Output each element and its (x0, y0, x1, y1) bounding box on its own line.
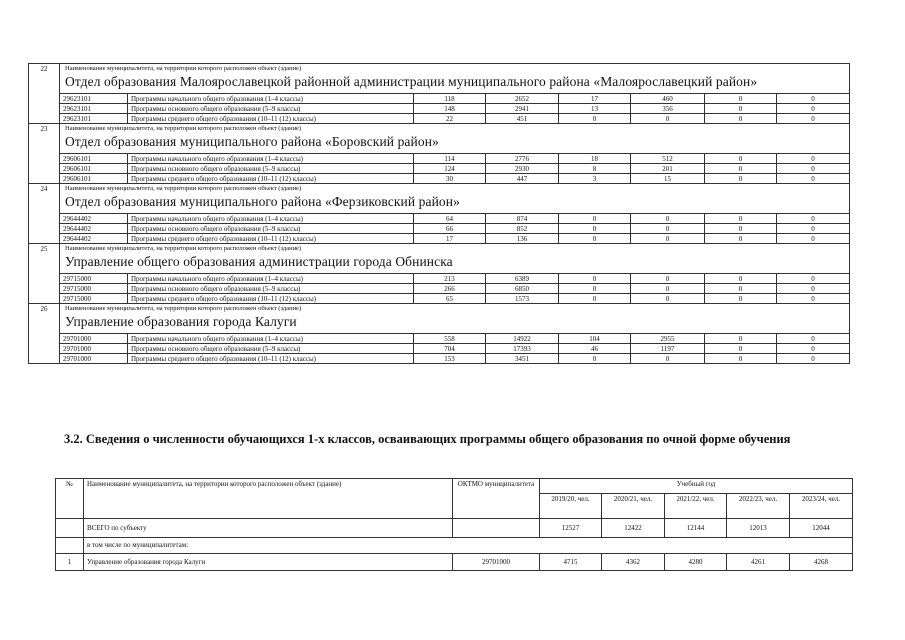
value-cell: 0 (777, 354, 850, 364)
value-cell: 8 (559, 164, 631, 174)
oktmo-code: 29715000 (60, 274, 128, 284)
oktmo-code: 29701000 (60, 344, 128, 354)
value-cell: 0 (705, 344, 777, 354)
value-cell: 0 (631, 284, 705, 294)
district-header-caption: Наименование муниципалитета, на территории которого расположен объект (здание) (65, 65, 302, 72)
value-cell: 0 (705, 224, 777, 234)
district-header-row (29, 124, 850, 154)
table-row (29, 174, 850, 184)
table-row (29, 94, 850, 104)
program-name: Программы начального общего образования (1–4 классы) (128, 274, 414, 284)
program-name: Программы среднего общего образования (10–11 (12) классы) (128, 114, 414, 124)
value-cell: 0 (631, 294, 705, 304)
table-row (29, 104, 850, 114)
district-header-caption: Наименование муниципалитета, на территории которого расположен объект (здание) (65, 185, 302, 192)
table-row (29, 234, 850, 244)
total-value: 12422 (602, 519, 665, 538)
year-header: 2023/24, чел. (790, 494, 853, 519)
value-cell: 0 (705, 334, 777, 344)
value-cell: 0 (705, 214, 777, 224)
year-value: 4268 (790, 554, 853, 571)
program-name: Программы начального общего образования (1–4 классы) (128, 154, 414, 164)
program-name: Программы основного общего образования (5–9 классы) (128, 164, 414, 174)
value-cell: 0 (559, 284, 631, 294)
value-cell: 0 (777, 114, 850, 124)
col-header-municipality: Наименование муниципалитета, на территории которого расположен объект (здание) (84, 479, 453, 519)
district-header (60, 64, 850, 94)
table-row (29, 114, 850, 124)
program-name: Программы начального общего образования (1–4 классы) (128, 214, 414, 224)
value-cell: 0 (705, 104, 777, 114)
value-cell: 1573 (486, 294, 559, 304)
value-cell: 0 (559, 354, 631, 364)
district-header-caption: Наименование муниципалитета, на территории которого расположен объект (здание) (65, 245, 302, 252)
oktmo-code: 29606101 (60, 174, 128, 184)
value-cell: 6850 (486, 284, 559, 294)
value-cell: 852 (486, 224, 559, 234)
value-cell: 0 (559, 234, 631, 244)
value-cell: 0 (631, 214, 705, 224)
program-name: Программы начального общего образования (1–4 классы) (128, 334, 414, 344)
including-label: в том числе по муниципалитетам: (84, 538, 853, 554)
year-value: 4362 (602, 554, 665, 571)
table-row (29, 344, 850, 354)
value-cell: 17393 (486, 344, 559, 354)
value-cell: 0 (777, 294, 850, 304)
program-name: Программы основного общего образования (5–9 классы) (128, 284, 414, 294)
value-cell: 124 (414, 164, 486, 174)
value-cell: 0 (777, 164, 850, 174)
program-name: Программы среднего общего образования (10–11 (12) классы) (128, 354, 414, 364)
district-name: Управление общего образования администрации города Обнинска (65, 254, 453, 269)
district-header (60, 124, 850, 154)
value-cell: 30 (414, 174, 486, 184)
value-cell: 0 (777, 224, 850, 234)
value-cell: 0 (777, 334, 850, 344)
year-header: 2020/21, чел. (602, 494, 665, 519)
year-value: 4261 (727, 554, 790, 571)
year-value: 4715 (540, 554, 602, 571)
value-cell: 0 (777, 274, 850, 284)
table-row (29, 214, 850, 224)
value-cell: 3 (559, 174, 631, 184)
value-cell: 3451 (486, 354, 559, 364)
district-header-row (29, 184, 850, 214)
district-number: 23 (29, 124, 60, 184)
value-cell: 0 (705, 154, 777, 164)
district-number: 24 (29, 184, 60, 244)
value-cell: 874 (486, 214, 559, 224)
value-cell: 0 (631, 354, 705, 364)
value-cell: 2776 (486, 154, 559, 164)
district-header (60, 244, 850, 274)
oktmo-code: 29644402 (60, 214, 128, 224)
value-cell: 64 (414, 214, 486, 224)
table-row (29, 274, 850, 284)
value-cell: 0 (705, 114, 777, 124)
district-name: Отдел образования муниципального района «Боровский район» (65, 134, 439, 149)
district-name: Отдел образования муниципального района «Ферзиковский район» (65, 194, 460, 209)
value-cell: 0 (705, 94, 777, 104)
oktmo-code: 29623101 (60, 114, 128, 124)
value-cell: 0 (777, 284, 850, 294)
oktmo-code: 29606101 (60, 154, 128, 164)
value-cell: 136 (486, 234, 559, 244)
value-cell: 512 (631, 154, 705, 164)
col-header-school-year: Учебный год (540, 479, 853, 494)
value-cell: 104 (559, 334, 631, 344)
value-cell: 266 (414, 284, 486, 294)
municipal-programs-table (28, 63, 850, 364)
col-header-oktmo: ОКТМО муниципалитета (453, 479, 540, 519)
value-cell: 0 (705, 284, 777, 294)
value-cell: 0 (705, 174, 777, 184)
value-cell: 1197 (631, 344, 705, 354)
oktmo-code: 29701000 (60, 354, 128, 364)
district-header-row (29, 64, 850, 94)
value-cell: 451 (486, 114, 559, 124)
value-cell: 46 (559, 344, 631, 354)
value-cell: 0 (705, 294, 777, 304)
value-cell: 0 (559, 214, 631, 224)
program-name: Программы основного общего образования (5–9 классы) (128, 224, 414, 234)
table-row (29, 164, 850, 174)
value-cell: 65 (414, 294, 486, 304)
value-cell: 356 (631, 104, 705, 114)
table-row (29, 334, 850, 344)
district-header (60, 184, 850, 214)
municipality-name: Управление образования города Калуги (84, 554, 453, 571)
year-header: 2021/22, чел. (665, 494, 727, 519)
district-header-row (29, 244, 850, 274)
district-name: Отдел образования Малоярославецкой районной администрации муниципального района «Малоярославецкий район» (65, 74, 758, 89)
district-header (60, 304, 850, 334)
first-grade-enrollment-table (55, 478, 853, 571)
total-value: 12144 (665, 519, 727, 538)
value-cell: 558 (414, 334, 486, 344)
total-value: 12013 (727, 519, 790, 538)
value-cell: 114 (414, 154, 486, 164)
value-cell: 18 (559, 154, 631, 164)
value-cell: 0 (631, 274, 705, 284)
value-cell: 0 (631, 234, 705, 244)
value-cell: 460 (631, 94, 705, 104)
value-cell: 2930 (486, 164, 559, 174)
year-header: 2019/20, чел. (540, 494, 602, 519)
year-value: 4280 (665, 554, 727, 571)
value-cell: 213 (414, 274, 486, 284)
total-value: 12044 (790, 519, 853, 538)
value-cell: 447 (486, 174, 559, 184)
value-cell: 0 (559, 274, 631, 284)
value-cell: 0 (559, 114, 631, 124)
year-header: 2022/23, чел. (727, 494, 790, 519)
table-row (29, 284, 850, 294)
value-cell: 201 (631, 164, 705, 174)
program-name: Программы основного общего образования (5–9 классы) (128, 344, 414, 354)
oktmo-code: 29701000 (60, 334, 128, 344)
table2-header-row (56, 479, 853, 494)
total-label: ВСЕГО по субъекту (84, 519, 453, 538)
value-cell: 6389 (486, 274, 559, 284)
district-number: 26 (29, 304, 60, 364)
value-cell: 17 (414, 234, 486, 244)
value-cell: 0 (777, 154, 850, 164)
value-cell: 0 (631, 114, 705, 124)
oktmo-code: 29644402 (60, 234, 128, 244)
oktmo-code: 29623101 (60, 94, 128, 104)
oktmo-code: 29715000 (60, 284, 128, 294)
table-row (29, 224, 850, 234)
district-name: Управление образования города Калуги (65, 314, 297, 329)
value-cell: 0 (777, 104, 850, 114)
table-row (29, 294, 850, 304)
value-cell: 0 (559, 224, 631, 234)
value-cell: 148 (414, 104, 486, 114)
oktmo-code: 29644402 (60, 224, 128, 234)
value-cell: 0 (777, 214, 850, 224)
program-name: Программы основного общего образования (5–9 классы) (128, 104, 414, 114)
value-cell: 704 (414, 344, 486, 354)
district-header-row (29, 304, 850, 334)
table-row (56, 554, 853, 571)
table-row (29, 354, 850, 364)
row-num: 1 (56, 554, 84, 571)
col-header-num: № (56, 479, 84, 519)
program-name: Программы среднего общего образования (10–11 (12) классы) (128, 174, 414, 184)
value-cell: 2941 (486, 104, 559, 114)
oktmo-code: 29715000 (60, 294, 128, 304)
oktmo-code: 29606101 (60, 164, 128, 174)
section-heading-3-2: 3.2. Сведения о численности обучающихся 1-х классов, осваивающих программы общего образования по очной форме обучения (64, 432, 791, 446)
program-name: Программы среднего общего образования (10–11 (12) классы) (128, 294, 414, 304)
value-cell: 0 (777, 344, 850, 354)
value-cell: 0 (777, 234, 850, 244)
oktmo-code: 29701000 (453, 554, 540, 571)
table2-total-row (56, 519, 853, 538)
value-cell: 0 (777, 94, 850, 104)
value-cell: 15 (631, 174, 705, 184)
program-name: Программы начального общего образования (1–4 классы) (128, 94, 414, 104)
value-cell: 2955 (631, 334, 705, 344)
district-header-caption: Наименование муниципалитета, на территории которого расположен объект (здание) (65, 125, 302, 132)
value-cell: 0 (705, 354, 777, 364)
district-number: 22 (29, 64, 60, 124)
value-cell: 14922 (486, 334, 559, 344)
table2-including-row (56, 538, 853, 554)
value-cell: 0 (631, 224, 705, 234)
value-cell: 118 (414, 94, 486, 104)
value-cell: 17 (559, 94, 631, 104)
district-number: 25 (29, 244, 60, 304)
district-header-caption: Наименование муниципалитета, на территории которого расположен объект (здание) (65, 305, 302, 312)
table-row (29, 154, 850, 164)
total-value: 12527 (540, 519, 602, 538)
value-cell: 13 (559, 104, 631, 114)
value-cell: 153 (414, 354, 486, 364)
program-name: Программы среднего общего образования (10–11 (12) классы) (128, 234, 414, 244)
value-cell: 0 (705, 164, 777, 174)
value-cell: 0 (559, 294, 631, 304)
value-cell: 0 (705, 274, 777, 284)
value-cell: 22 (414, 114, 486, 124)
value-cell: 66 (414, 224, 486, 234)
value-cell: 0 (705, 234, 777, 244)
oktmo-code: 29623101 (60, 104, 128, 114)
value-cell: 0 (777, 174, 850, 184)
value-cell: 2652 (486, 94, 559, 104)
